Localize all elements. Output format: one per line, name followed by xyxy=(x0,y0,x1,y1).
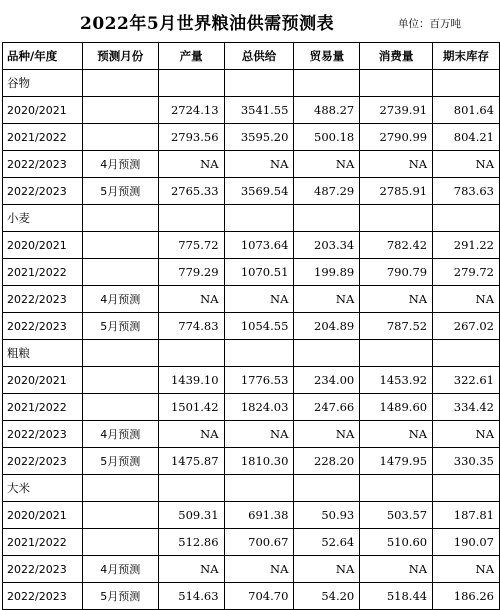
total-supply-cell: 704.70 xyxy=(224,583,294,610)
forecast-month-cell: 4月预测 xyxy=(82,421,158,448)
ending-stocks-cell: 291.22 xyxy=(433,232,500,259)
consumption-cell: NA xyxy=(360,556,433,583)
empty-cell xyxy=(158,340,224,367)
table-row xyxy=(3,367,500,394)
total-supply-cell: 691.38 xyxy=(224,502,294,529)
production-cell: 2793.56 xyxy=(158,124,224,151)
total-supply-cell: NA xyxy=(224,421,294,448)
year-cell: 2022/2023 xyxy=(3,583,83,610)
production-cell: NA xyxy=(158,151,224,178)
ending-stocks-cell: 267.02 xyxy=(433,313,500,340)
total-supply-cell: 1810.30 xyxy=(224,448,294,475)
production-cell: 509.31 xyxy=(158,502,224,529)
table-row xyxy=(3,502,500,529)
empty-cell xyxy=(158,205,224,232)
consumption-cell: 790.79 xyxy=(360,259,433,286)
group-row xyxy=(3,475,500,502)
group-row xyxy=(3,205,500,232)
total-supply-cell: NA xyxy=(224,556,294,583)
trade-cell: 487.29 xyxy=(294,178,360,205)
ending-stocks-cell: NA xyxy=(433,151,500,178)
column-header-consumption: 消费量 xyxy=(360,43,433,70)
group-name-cell: 谷物 xyxy=(3,70,83,97)
trade-cell: 199.89 xyxy=(294,259,360,286)
forecast-table xyxy=(2,42,500,610)
trade-cell: 488.27 xyxy=(294,97,360,124)
trade-cell: 203.34 xyxy=(294,232,360,259)
table-body xyxy=(3,70,500,610)
production-cell: 2765.33 xyxy=(158,178,224,205)
year-cell: 2021/2022 xyxy=(3,124,83,151)
table-row xyxy=(3,178,500,205)
consumption-cell: 787.52 xyxy=(360,313,433,340)
empty-cell xyxy=(294,340,360,367)
year-cell: 2020/2021 xyxy=(3,502,83,529)
production-cell: 779.29 xyxy=(158,259,224,286)
trade-cell: 234.00 xyxy=(294,367,360,394)
ending-stocks-cell: NA xyxy=(433,286,500,313)
total-supply-cell: NA xyxy=(224,151,294,178)
column-header-ending-stocks: 期末库存 xyxy=(433,43,500,70)
empty-cell xyxy=(82,70,158,97)
empty-cell xyxy=(158,70,224,97)
table-row xyxy=(3,313,500,340)
empty-cell xyxy=(433,70,500,97)
forecast-month-cell xyxy=(82,232,158,259)
empty-cell xyxy=(433,340,500,367)
empty-cell xyxy=(294,205,360,232)
table-row xyxy=(3,394,500,421)
production-cell: 512.86 xyxy=(158,529,224,556)
ending-stocks-cell: NA xyxy=(433,421,500,448)
unit-label: 单位：百万吨 xyxy=(398,18,461,30)
production-cell: NA xyxy=(158,421,224,448)
trade-cell: 204.89 xyxy=(294,313,360,340)
ending-stocks-cell: 186.26 xyxy=(433,583,500,610)
total-supply-cell: NA xyxy=(224,286,294,313)
year-cell: 2021/2022 xyxy=(3,529,83,556)
total-supply-cell: 700.67 xyxy=(224,529,294,556)
consumption-cell: 1489.60 xyxy=(360,394,433,421)
consumption-cell: 782.42 xyxy=(360,232,433,259)
consumption-cell: 518.44 xyxy=(360,583,433,610)
empty-cell xyxy=(224,70,294,97)
group-name-cell: 粗粮 xyxy=(3,340,83,367)
empty-cell xyxy=(158,475,224,502)
production-cell: NA xyxy=(158,556,224,583)
table-row xyxy=(3,529,500,556)
forecast-month-cell xyxy=(82,394,158,421)
production-cell: NA xyxy=(158,286,224,313)
table-row xyxy=(3,151,500,178)
total-supply-cell: 3595.20 xyxy=(224,124,294,151)
total-supply-cell: 3541.55 xyxy=(224,97,294,124)
table-row xyxy=(3,556,500,583)
empty-cell xyxy=(360,70,433,97)
table-row xyxy=(3,259,500,286)
trade-cell: NA xyxy=(294,421,360,448)
empty-cell xyxy=(294,475,360,502)
year-cell: 2022/2023 xyxy=(3,556,83,583)
empty-cell xyxy=(433,475,500,502)
group-name-cell: 小麦 xyxy=(3,205,83,232)
table-row xyxy=(3,583,500,610)
ending-stocks-cell: NA xyxy=(433,556,500,583)
consumption-cell: NA xyxy=(360,421,433,448)
page-title: 2022年5月世界粮油供需预测表 xyxy=(80,14,335,34)
group-name-cell: 大米 xyxy=(3,475,83,502)
empty-cell xyxy=(82,340,158,367)
ending-stocks-cell: 330.35 xyxy=(433,448,500,475)
ending-stocks-cell: 279.72 xyxy=(433,259,500,286)
year-cell: 2022/2023 xyxy=(3,313,83,340)
total-supply-cell: 1054.55 xyxy=(224,313,294,340)
forecast-month-cell: 5月预测 xyxy=(82,178,158,205)
forecast-month-cell xyxy=(82,367,158,394)
total-supply-cell: 1824.03 xyxy=(224,394,294,421)
empty-cell xyxy=(224,475,294,502)
trade-cell: NA xyxy=(294,151,360,178)
column-header-forecast-month: 预测月份 xyxy=(82,43,158,70)
trade-cell: 50.93 xyxy=(294,502,360,529)
year-cell: 2022/2023 xyxy=(3,421,83,448)
empty-cell xyxy=(82,475,158,502)
year-cell: 2021/2022 xyxy=(3,394,83,421)
ending-stocks-cell: 801.64 xyxy=(433,97,500,124)
ending-stocks-cell: 783.63 xyxy=(433,178,500,205)
trade-cell: NA xyxy=(294,556,360,583)
consumption-cell: 2790.99 xyxy=(360,124,433,151)
trade-cell: 247.66 xyxy=(294,394,360,421)
year-cell: 2022/2023 xyxy=(3,151,83,178)
ending-stocks-cell: 187.81 xyxy=(433,502,500,529)
forecast-month-cell xyxy=(82,124,158,151)
ending-stocks-cell: 322.61 xyxy=(433,367,500,394)
forecast-month-cell xyxy=(82,259,158,286)
empty-cell xyxy=(360,205,433,232)
table-header-row xyxy=(3,43,500,70)
table-row xyxy=(3,232,500,259)
column-header-production: 产量 xyxy=(158,43,224,70)
year-cell: 2020/2021 xyxy=(3,97,83,124)
forecast-month-cell: 5月预测 xyxy=(82,313,158,340)
column-header-total-supply: 总供给 xyxy=(224,43,294,70)
total-supply-cell: 1070.51 xyxy=(224,259,294,286)
group-row xyxy=(3,340,500,367)
ending-stocks-cell: 804.21 xyxy=(433,124,500,151)
consumption-cell: 1453.92 xyxy=(360,367,433,394)
forecast-month-cell xyxy=(82,97,158,124)
table-row xyxy=(3,124,500,151)
trade-cell: 228.20 xyxy=(294,448,360,475)
consumption-cell: 503.57 xyxy=(360,502,433,529)
ending-stocks-cell: 334.42 xyxy=(433,394,500,421)
production-cell: 1439.10 xyxy=(158,367,224,394)
production-cell: 774.83 xyxy=(158,313,224,340)
production-cell: 514.63 xyxy=(158,583,224,610)
consumption-cell: NA xyxy=(360,151,433,178)
year-cell: 2020/2021 xyxy=(3,232,83,259)
production-cell: 1501.42 xyxy=(158,394,224,421)
total-supply-cell: 3569.54 xyxy=(224,178,294,205)
total-supply-cell: 1776.53 xyxy=(224,367,294,394)
table-row xyxy=(3,97,500,124)
year-cell: 2022/2023 xyxy=(3,448,83,475)
consumption-cell: 2785.91 xyxy=(360,178,433,205)
forecast-month-cell: 4月预测 xyxy=(82,151,158,178)
forecast-month-cell: 4月预测 xyxy=(82,556,158,583)
year-cell: 2021/2022 xyxy=(3,259,83,286)
forecast-month-cell: 5月预测 xyxy=(82,448,158,475)
production-cell: 1475.87 xyxy=(158,448,224,475)
trade-cell: 500.18 xyxy=(294,124,360,151)
table-row xyxy=(3,286,500,313)
total-supply-cell: 1073.64 xyxy=(224,232,294,259)
consumption-cell: 1479.95 xyxy=(360,448,433,475)
forecast-month-cell: 5月预测 xyxy=(82,583,158,610)
trade-cell: 54.20 xyxy=(294,583,360,610)
empty-cell xyxy=(82,205,158,232)
empty-cell xyxy=(224,205,294,232)
forecast-month-cell xyxy=(82,502,158,529)
empty-cell xyxy=(360,340,433,367)
column-header-variety-year: 品种/年度 xyxy=(3,43,83,70)
forecast-month-cell xyxy=(82,529,158,556)
trade-cell: NA xyxy=(294,286,360,313)
table-row xyxy=(3,448,500,475)
forecast-month-cell: 4月预测 xyxy=(82,286,158,313)
empty-cell xyxy=(294,70,360,97)
ending-stocks-cell: 190.07 xyxy=(433,529,500,556)
empty-cell xyxy=(360,475,433,502)
trade-cell: 52.64 xyxy=(294,529,360,556)
year-cell: 2022/2023 xyxy=(3,286,83,313)
empty-cell xyxy=(433,205,500,232)
consumption-cell: 2739.91 xyxy=(360,97,433,124)
header xyxy=(0,0,500,42)
empty-cell xyxy=(224,340,294,367)
group-row xyxy=(3,70,500,97)
consumption-cell: NA xyxy=(360,286,433,313)
year-cell: 2022/2023 xyxy=(3,178,83,205)
table-row xyxy=(3,421,500,448)
production-cell: 2724.13 xyxy=(158,97,224,124)
year-cell: 2020/2021 xyxy=(3,367,83,394)
column-header-trade: 贸易量 xyxy=(294,43,360,70)
production-cell: 775.72 xyxy=(158,232,224,259)
consumption-cell: 510.60 xyxy=(360,529,433,556)
